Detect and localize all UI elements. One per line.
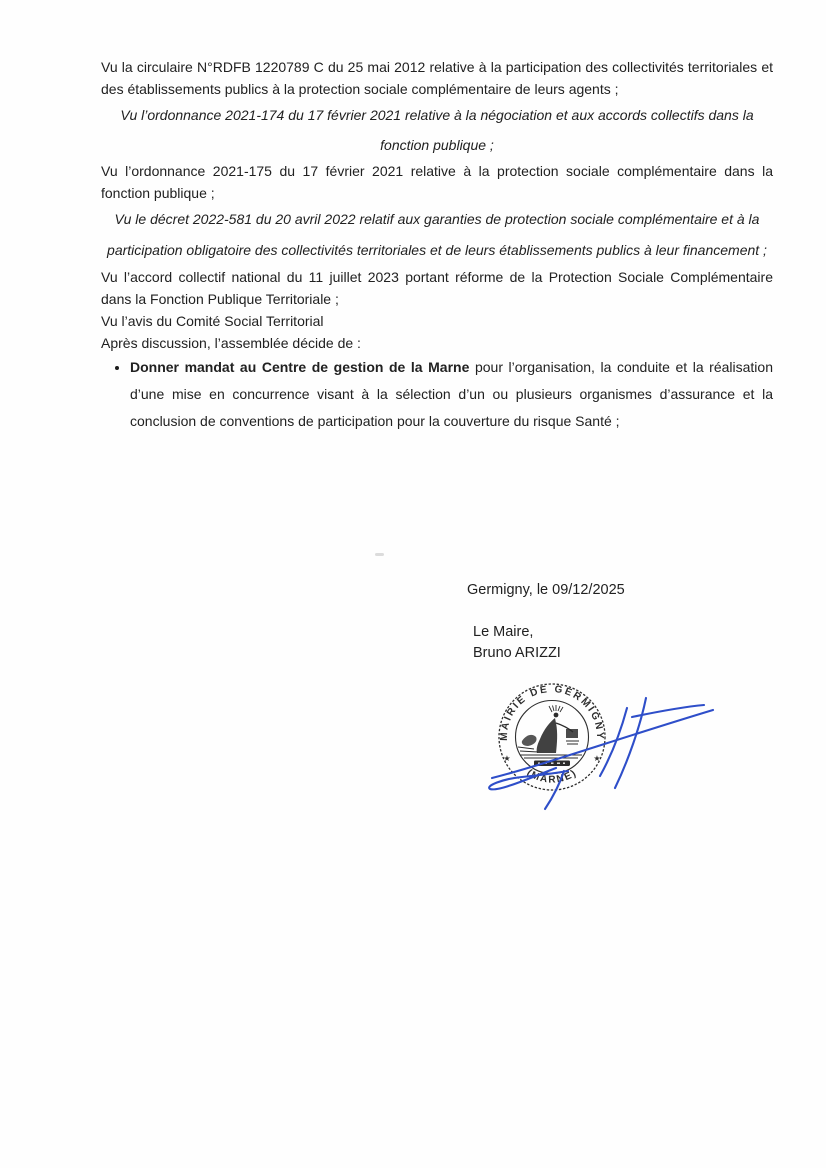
document-body <box>101 56 773 435</box>
signatory-title: Le Maire, <box>473 624 534 640</box>
seal-bottom-text: (MARNE) <box>524 767 580 786</box>
star-icon: ★ <box>593 754 601 763</box>
scan-artifact <box>375 553 384 556</box>
seal-top-text: MAIRIE DE GERMIGNY <box>498 683 606 742</box>
stamp-and-signature-area <box>460 665 740 825</box>
decision-list <box>101 354 773 435</box>
visa-decret-2022-581: Vu le décret 2022-581 du 20 avril 2022 relatif aux garanties de protection sociale complémentaire et à la participation obligatoire des collectivités territoriales et de leurs établissements publics à leur financement ; <box>107 211 767 258</box>
stamp-signature-graphic <box>460 665 740 825</box>
marianne-emblem-icon <box>518 705 582 766</box>
decision-item-mandat <box>130 354 773 435</box>
visa-accord-collectif-2023: Vu l’accord collectif national du 11 juillet 2023 portant réforme de la Protection Sociale Complémentaire dans la Fonction Publique Territoriale ; <box>101 269 773 307</box>
decision-item-rest: pour l’organisation, la conduite et la réalisation d’une mise en concurrence visant à la sélection d’un ou plusieurs organismes d’assurance et la conclusion de conventions de participation pour la couverture du risque Santé ; <box>130 359 773 429</box>
signatory-name: Bruno ARIZZI <box>473 645 561 661</box>
visa-ordonnance-2021-175: Vu l’ordonnance 2021-175 du 17 février 2021 relative à la protection sociale complémentaire dans la fonction publique ; <box>101 163 773 201</box>
visa-avis-comite: Vu l’avis du Comité Social Territorial <box>101 313 324 329</box>
visa-ordonnance-2021-174: Vu l’ordonnance 2021-174 du 17 février 2021 relative à la négociation et aux accords collectifs dans la fonction publique ; <box>120 107 754 153</box>
signatory-block <box>473 622 561 664</box>
place-and-date: Germigny, le 09/12/2025 <box>467 582 625 598</box>
star-icon: ★ <box>503 754 511 763</box>
decision-intro: Après discussion, l’assemblée décide de : <box>101 335 361 351</box>
visa-circulaire-2012: Vu la circulaire N°RDFB 1220789 C du 25 mai 2012 relative à la participation des collectivités territoriales et des établissements publics à la protection sociale complémentaire de leurs agents ; <box>101 59 773 97</box>
decision-item-lead: Donner mandat au Centre de gestion de la Marne <box>130 359 470 375</box>
